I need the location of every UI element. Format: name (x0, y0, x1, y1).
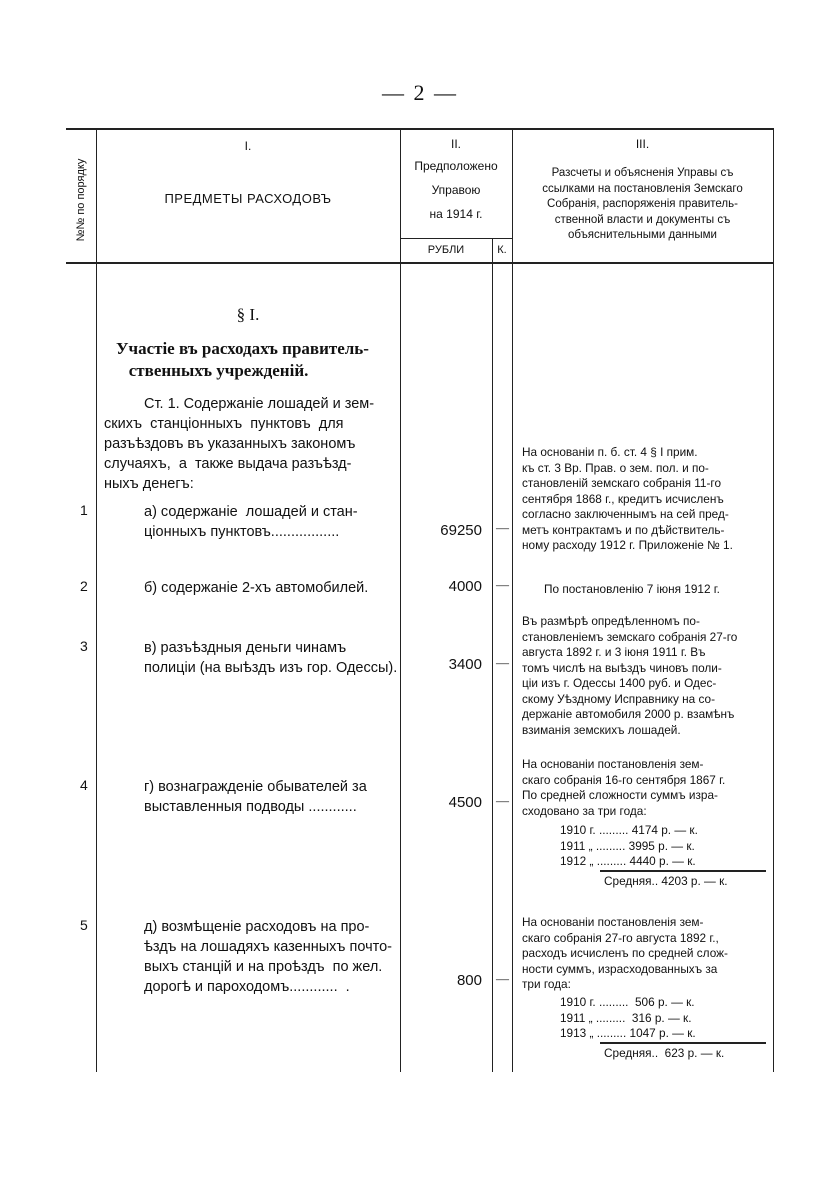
section-mark: § I. (236, 305, 260, 324)
page-number: — 2 — (382, 80, 458, 105)
col-order-header: №№ по порядку (75, 158, 87, 242)
col2-kop: К. (497, 244, 507, 256)
row-rubles: 3400 (448, 656, 482, 673)
col1-title: ПРЕДМЕТЫ РАСХОДОВЪ (164, 191, 332, 206)
col-divider-3 (512, 128, 513, 1072)
col-divider-2 (400, 128, 401, 1072)
col2-line3: на 1914 г. (429, 207, 483, 221)
row-years: 1910 г. ......... 4174 р. — к. 1911 „ ......... 3995 р. — к. 1912 „ ......... 4440 р. — к. (560, 823, 698, 868)
col3-description: Разсчеты и объясненія Управы съ ссылками на постановленія Земскаго Собранія, распоряженія правитель- ственной власти и документы съ объяснительными данными (542, 167, 743, 241)
row-number: 1 (80, 502, 88, 518)
col2-line2: Управою (431, 183, 481, 197)
row-years: 1910 г. ......... 506 р. — к. 1911 „ ......... 316 р. — к. 1913 „ ......... 1047 р. — к. (560, 995, 696, 1040)
row-text: д) возмѣщеніе расходовъ на про- ѣздъ на лошадяхъ казенныхъ почто- выхъ станцій и на проѣздъ по жел. дорогѣ и пароходомъ............ . (144, 919, 393, 995)
section-title: Участіе въ расходахъ правитель- ственныхъ учрежденій. (116, 339, 369, 380)
row-kopecks: — (496, 520, 509, 535)
row-kopecks: — (496, 655, 509, 670)
header-bottom-rule (66, 262, 774, 264)
row-note: Въ размѣрѣ опредѣленномъ по- становленіемъ земскаго собранія 27-го августа 1892 г. и 3 іюня 1911 г. Въ томъ числѣ на выѣздъ чиновъ поли- ціи изъ г. Одессы 1400 руб. и Одес- скому Уѣздному Исправнику на со- держаніе автомобиля 2000 р. взамѣнъ взиманія земскихъ лошадей. (522, 614, 738, 737)
row-kopecks: — (496, 971, 509, 986)
row-text: а) содержаніе лошадей и стан- ціонныхъ пунктовъ................. (144, 504, 358, 540)
row-rubles: 69250 (440, 522, 482, 539)
col1-number: I. (244, 139, 252, 153)
row-number: 3 (80, 638, 88, 654)
row-note: По постановленію 7 іюня 1912 г. (544, 582, 720, 596)
row-number: 4 (80, 777, 88, 793)
col2-rubli: РУБЛИ (427, 244, 465, 256)
row-rubles: 4500 (448, 794, 482, 811)
row-number: 2 (80, 578, 88, 594)
row-average: Средняя.. 623 р. — к. (604, 1046, 725, 1060)
row-number: 5 (80, 917, 88, 933)
rubli-rule (400, 238, 512, 239)
article-intro: Ст. 1. Содержаніе лошадей и зем- скихъ станціонныхъ пунктовъ для разъѣздовъ въ указанныхъ закономъ случаяхъ, а также выдача разъѣзд- ныхъ денегъ: (104, 396, 375, 492)
row-text: в) разъѣздныя деньги чинамъ полиціи (на выѣздъ изъ гор. Одессы). (144, 640, 398, 676)
row-note: На основаніи постановленія зем- скаго собранія 16-го сентября 1867 г. По средней сложности суммъ изра- сходовано за три года: (522, 757, 726, 818)
sum-rule (600, 1042, 766, 1044)
col2-number: II. (450, 137, 461, 151)
row-rubles: 800 (456, 972, 482, 989)
row-average: Средняя.. 4203 р. — к. (604, 874, 728, 888)
row-note: На основаніи п. б. ст. 4 § I прим. къ ст. 3 Вр. Прав. о зем. пол. и по- становленій земскаго собранія 11-го сентября 1868 г., кредитъ исчисленъ согласно заключеннымъ на сей пред- метъ контрактамъ и по дѣйствитель- ному расходу 1912 г. Приложеніе № 1. (522, 445, 733, 552)
col3-number: III. (635, 137, 650, 151)
row-text: б) содержаніе 2-хъ автомобилей. (144, 580, 369, 596)
col-divider-kop (492, 238, 493, 1072)
row-kopecks: — (496, 793, 509, 808)
col2-line1: Предположено (414, 159, 498, 173)
table-top-rule (66, 128, 774, 130)
row-text: г) вознагражденіе обывателей за выставленныя подводы ............ (144, 779, 367, 815)
row-kopecks: — (496, 577, 509, 592)
row-note: На основаніи постановленія зем- скаго собранія 27-го августа 1892 г., расходъ исчисленъ по средней слож- ности суммъ, израсходованныхъ за три года: (522, 915, 728, 991)
sum-rule (600, 870, 766, 872)
row-rubles: 4000 (448, 578, 482, 595)
col-divider-1 (96, 128, 97, 1072)
table-right-rule (773, 128, 774, 1072)
